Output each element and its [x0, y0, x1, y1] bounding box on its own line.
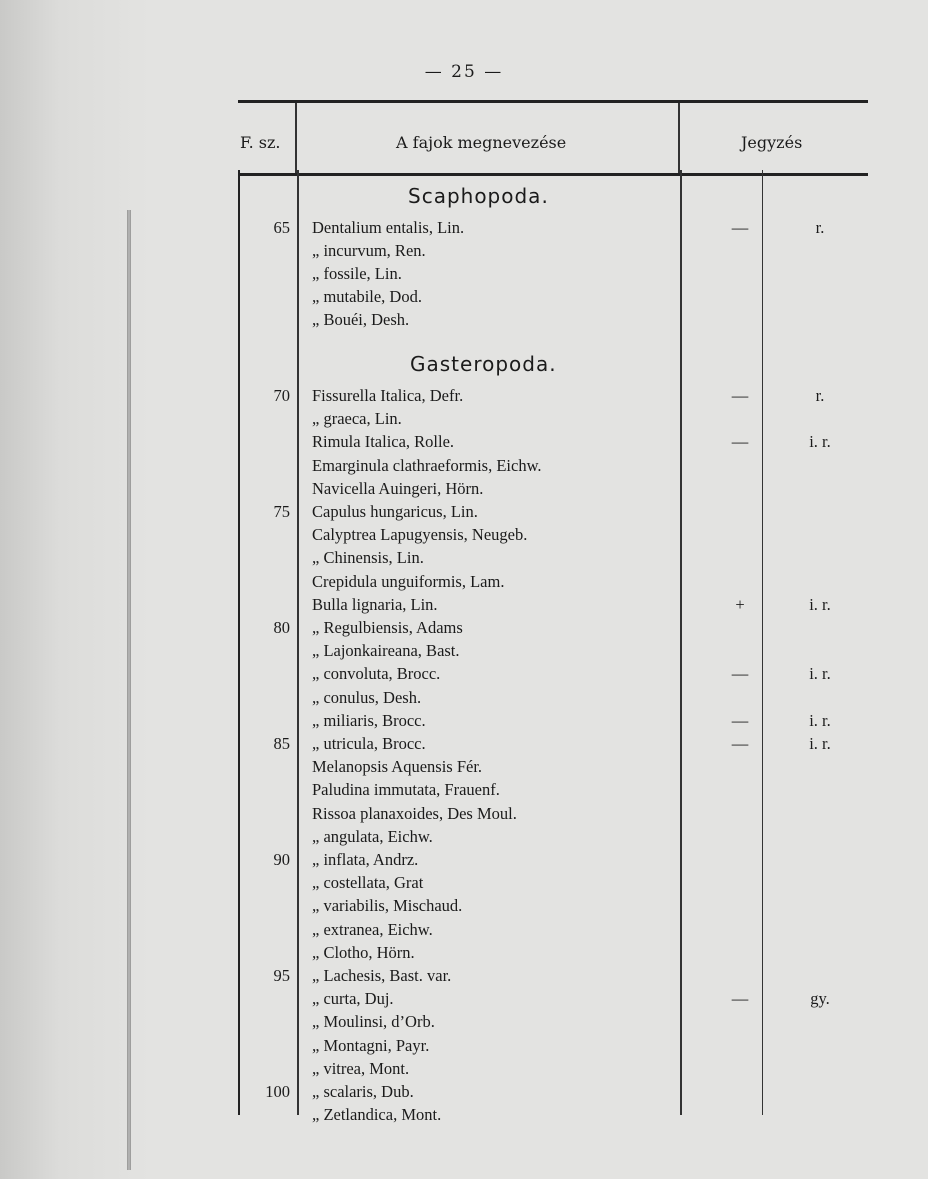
- table-row: [240, 1059, 870, 1082]
- species-name: Calyptrea Lapugyensis, Neugeb.: [312, 525, 528, 545]
- row-number: 80: [273, 618, 290, 637]
- species-name: „ incurvum, Ren.: [312, 241, 426, 260]
- table-row: [240, 873, 870, 896]
- row-note: i. r.: [809, 664, 831, 684]
- species-name: „ curta, Duj.: [312, 989, 394, 1009]
- species-name: Bulla lignaria, Lin.: [312, 594, 438, 614]
- table-row: [240, 525, 870, 548]
- species-table: [238, 170, 870, 1125]
- species-name: Rissoa planaxoides, Des Moul.: [312, 803, 517, 823]
- table-row: [240, 310, 870, 333]
- row-number: 100: [265, 1082, 290, 1101]
- table-row: [240, 479, 870, 502]
- species-name: „ costellata, Grat: [312, 873, 424, 893]
- table-row: [240, 1012, 870, 1035]
- species-name: „ angulata, Eichw.: [312, 826, 433, 846]
- species-name: „ fossile, Lin.: [312, 264, 402, 283]
- species-name: Paludina immutata, Frauenf.: [312, 780, 500, 800]
- species-name: Fissurella Italica, Defr.: [312, 386, 464, 405]
- table-row: [240, 264, 870, 287]
- row-note: i. r.: [809, 710, 831, 730]
- species-name: „ Lachesis, Bast. var.: [312, 966, 452, 985]
- row-number: 90: [273, 850, 290, 869]
- row-mark: —: [731, 989, 749, 1009]
- table-row: [240, 241, 870, 264]
- row-number: 75: [273, 502, 290, 521]
- row-note: gy.: [810, 989, 830, 1009]
- species-name: „ convoluta, Brocc.: [312, 664, 441, 684]
- table-row: [240, 595, 870, 618]
- species-name: „ Montagni, Payr.: [312, 1035, 430, 1055]
- species-name: „ conulus, Desh.: [312, 687, 422, 707]
- table-row: [240, 827, 870, 850]
- header-divider: [678, 103, 680, 173]
- table-row: [240, 1036, 870, 1059]
- species-name: „ scalaris, Dub.: [312, 1082, 414, 1101]
- table-row: [240, 804, 870, 827]
- table-row: [240, 572, 870, 595]
- header-col-number: F. sz.: [240, 133, 281, 152]
- table-row: [240, 456, 870, 479]
- table-row: [240, 1105, 870, 1128]
- row-number: 95: [273, 966, 290, 985]
- row-note: i. r.: [809, 432, 831, 452]
- species-name: Dentalium entalis, Lin.: [312, 218, 465, 237]
- species-name: Capulus hungaricus, Lin.: [312, 502, 478, 521]
- species-name: Rimula Italica, Rolle.: [312, 432, 455, 452]
- row-note: i. r.: [809, 734, 831, 753]
- species-name: Crepidula unguiformis, Lam.: [312, 571, 505, 591]
- row-number: 70: [273, 386, 290, 405]
- table-row: [240, 287, 870, 310]
- species-name: Emarginula clathraeformis, Eichw.: [312, 455, 542, 475]
- table-row: [240, 943, 870, 966]
- species-name: „ extranea, Eichw.: [312, 919, 433, 939]
- row-note: i. r.: [809, 594, 831, 614]
- species-name: „ vitrea, Mont.: [312, 1058, 410, 1078]
- table-row: [240, 896, 870, 919]
- binding-spine: [127, 210, 131, 1170]
- row-mark: —: [731, 386, 749, 405]
- species-name: „ utricula, Brocc.: [312, 734, 426, 753]
- table-row: [240, 966, 870, 989]
- section-title-gasteropoda: Gasteropoda.: [410, 352, 557, 376]
- row-mark: —: [731, 734, 749, 753]
- species-name: „ inflata, Andrz.: [312, 850, 419, 869]
- table-row: [240, 688, 870, 711]
- table-row: [240, 664, 870, 687]
- row-note: r.: [815, 386, 825, 405]
- header-divider: [295, 103, 297, 173]
- header-col-note: Jegyzés: [741, 133, 803, 152]
- row-mark: —: [731, 710, 749, 730]
- table-row: [240, 618, 870, 641]
- header-col-name: A fajok megnevezése: [396, 133, 567, 152]
- species-name: „ mutabile, Dod.: [312, 287, 422, 306]
- row-number: 85: [273, 734, 290, 753]
- table-row: [240, 734, 870, 757]
- species-name: „ variabilis, Mischaud.: [312, 896, 463, 916]
- species-name: Melanopsis Aquensis Fér.: [312, 757, 483, 777]
- table-row: [240, 920, 870, 943]
- species-name: „ Lajonkaireana, Bast.: [312, 641, 460, 661]
- species-name: „ Bouéi, Desh.: [312, 310, 410, 329]
- table-row: [240, 409, 870, 432]
- species-name: „ Regulbiensis, Adams: [312, 618, 463, 637]
- species-name: „ Chinensis, Lin.: [312, 548, 424, 568]
- table-row: [240, 641, 870, 664]
- page-number: — 25 —: [424, 62, 504, 82]
- table-row: [240, 989, 870, 1012]
- table-header: [238, 100, 868, 176]
- species-name: „ Zetlandica, Mont.: [312, 1105, 442, 1125]
- table-row: [240, 757, 870, 780]
- table-row: [240, 386, 870, 409]
- species-name: „ graeca, Lin.: [312, 409, 402, 429]
- table-row: [240, 780, 870, 803]
- row-mark: —: [731, 664, 749, 684]
- row-mark: —: [731, 432, 749, 452]
- table-row: [240, 432, 870, 455]
- table-row: [240, 1082, 870, 1105]
- table-row: [240, 850, 870, 873]
- row-number: 65: [273, 218, 290, 237]
- section-title-scaphopoda: Scaphopoda.: [408, 184, 549, 208]
- table-row: [240, 502, 870, 525]
- species-name: „ Moulinsi, d’Orb.: [312, 1012, 435, 1032]
- table-row: [240, 218, 870, 241]
- species-name: „ miliaris, Brocc.: [312, 710, 426, 730]
- row-mark: +: [735, 594, 745, 614]
- species-name: Navicella Auingeri, Hörn.: [312, 478, 484, 498]
- species-name: „ Clotho, Hörn.: [312, 942, 415, 962]
- row-mark: —: [731, 218, 749, 237]
- row-note: r.: [815, 218, 825, 237]
- table-row: [240, 548, 870, 571]
- table-row: [240, 711, 870, 734]
